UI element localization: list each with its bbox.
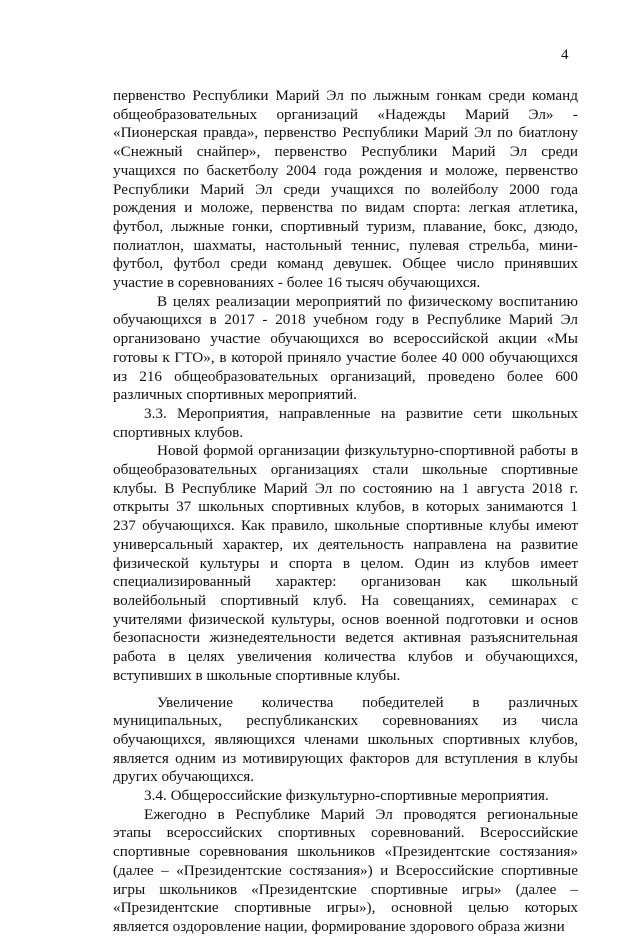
section-heading-3-3: 3.3. Мероприятия, направленные на развитие сети школьных спортивных клубов. [113, 404, 578, 441]
section-heading-3-4: 3.4. Общероссийские физкультурно-спортивные мероприятия. [144, 787, 549, 805]
paragraph-gto-action: В целях реализации мероприятий по физическому воспитанию обучающихся в 2017 - 2018 учебном году в Республике Марий Эл организовано участие обучающихся во всероссийской акции «Мы готовы к ГТО», в которой приняло участие более 40 000 обучающихся из 216 общеобразовательных организаций, проведено более 600 различных спортивных мероприятий. [113, 292, 578, 404]
paragraph-club-winners: Увеличение количества победителей в различных муниципальных, республиканских соревнованиях из числа обучающихся, являющихся членами школьных спортивных клубов, является одним из мотивирующих факторов для вступления в клубы других обучающихся. [113, 693, 578, 786]
paragraph-regional-stages: Ежегодно в Республике Марий Эл проводятся региональные этапы всероссийских спортивных соревнований. Всероссийские спортивные соревнования школьников «Президентские состязания» (далее – «Президентские состязания») и Всероссийские спортивные игры школьников «Президентские спортивные игры» (далее – «Президентские спортивные игры»), основной целью которых является оздоровление нации, формирование здорового образа жизни [113, 805, 578, 935]
document-body [113, 87, 578, 937]
paragraph-school-clubs: Новой формой организации физкультурно-спортивной работы в общеобразовательных организациях стали школьные спортивные клубы. В Республике Марий Эл по состоянию на 1 августа 2018 г. открыты 37 школьных спортивных клубов, в которых занимаются 1 237 обучающихся. Как правило, школьные спортивные клубы имеют универсальный характер, их деятельность направлена на развитие физической культуры и спорта в целом. Один из клубов имеет специализированный характер: организован как школьный волейбольный спортивный клуб. На совещаниях, семинарах с учителями физической культуры, основ военной подготовки и основ безопасности жизнедеятельности ведется активная разъяснительная работа в целях увеличения количества клубов и обучающихся, вступивших в школьные спортивные клубы. [113, 442, 578, 684]
paragraph-competitions-list: первенство Республики Марий Эл по лыжным гонкам среди команд общеобразовательных организаций «Надежды Марий Эл» - «Пионерская правда», первенство Республики Марий Эл по биатлону «Снежный снайпер», первенство Республики Марий Эл среди учащихся по баскетболу 2004 года рождения и моложе, первенство Республики Марий Эл среди учащихся по волейболу 2000 года рождения и моложе, первенства по видам спорта: легкая атлетика, футбол, лыжные гонки, спортивный туризм, плавание, бокс, дзюдо, полиатлон, шахматы, настольный теннис, пулевая стрельба, мини-футбол, футбол среди команд девушек. Общее число принявших участие в соревнованиях - более 16 тысяч обучающихся. [113, 87, 578, 292]
page-number: 4 [561, 47, 569, 63]
